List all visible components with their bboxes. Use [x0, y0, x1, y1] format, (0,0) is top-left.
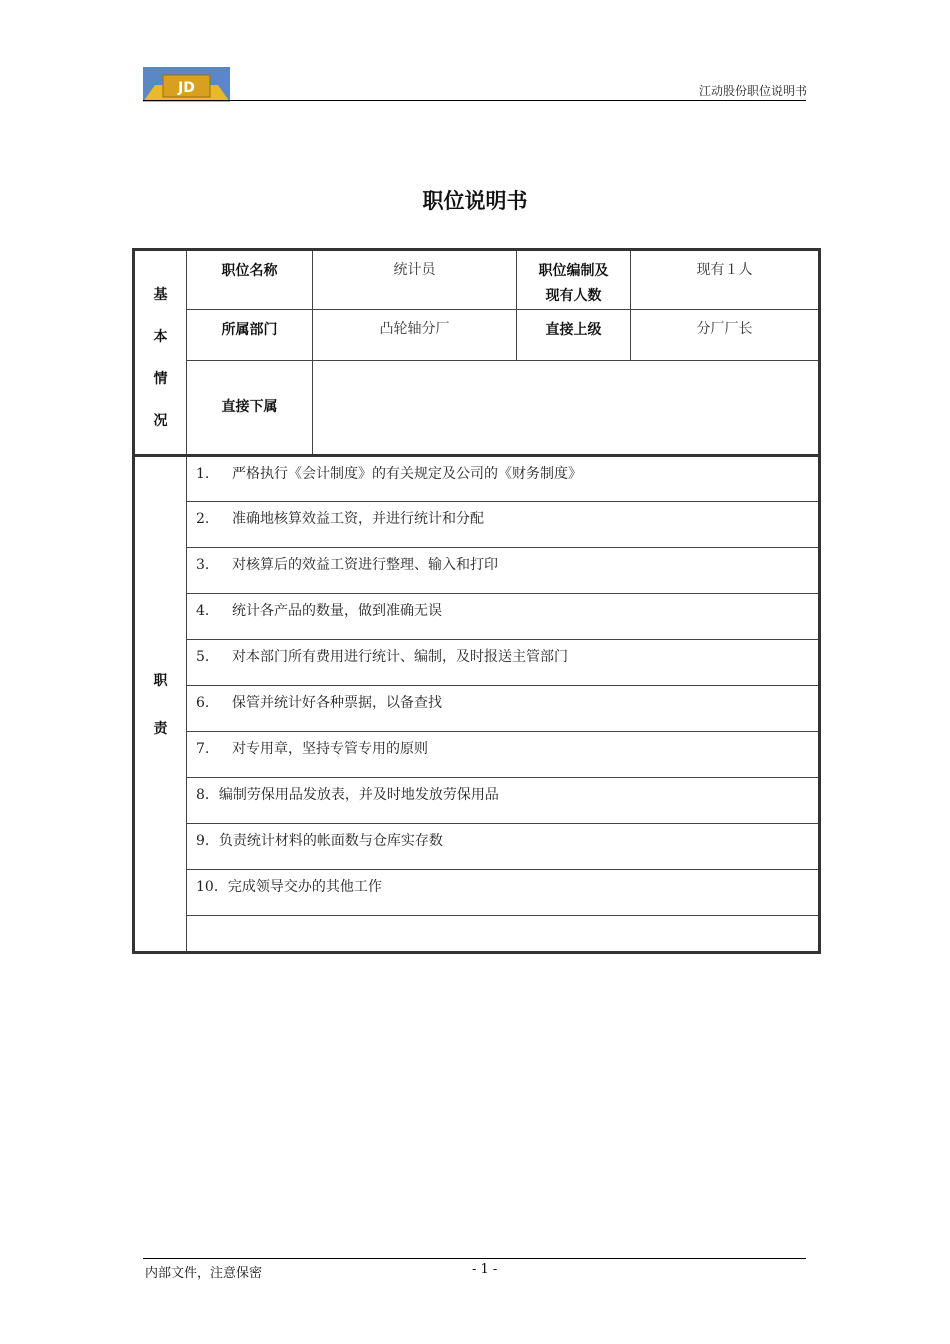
duty-row [134, 732, 820, 778]
duty-item-3: 3. 对核算后的效益工资进行整理、输入和打印 [187, 548, 820, 594]
footer-confidential-note: 内部文件，注意保密 [145, 1266, 263, 1281]
position-name-value: 统计员 [313, 250, 517, 310]
superior-value: 分厂厂长 [631, 310, 820, 361]
subordinate-label: 直接下属 [187, 361, 313, 456]
job-description-table [132, 248, 821, 954]
section-duties: 职 责 [134, 456, 187, 953]
duty-item-10: 10．完成领导交办的其他工作 [187, 870, 820, 916]
company-logo-icon [143, 67, 230, 102]
basic-row-1 [134, 250, 820, 310]
footer-page-number: - 1 - [472, 1262, 498, 1277]
duty-item-4: 4. 统计各产品的数量，做到准确无误 [187, 594, 820, 640]
duty-row [134, 502, 820, 548]
duty-row [134, 916, 820, 953]
header-rule [143, 100, 806, 101]
duty-item-6: 6. 保管并统计好各种票据，以备查找 [187, 686, 820, 732]
duty-row [134, 778, 820, 824]
headcount-value: 现有１人 [631, 250, 820, 310]
duty-item-9: 9．负责统计材料的帐面数与仓库实存数 [187, 824, 820, 870]
duty-item-empty [187, 916, 820, 953]
footer-rule [143, 1258, 806, 1259]
duty-item-1: 1. 严格执行《会计制度》的有关规定及公司的《财务制度》 [187, 456, 820, 502]
duty-row [134, 870, 820, 916]
header-doc-series: 江动股份职位说明书 [698, 84, 807, 98]
duty-row [134, 824, 820, 870]
basic-row-3 [134, 361, 820, 456]
duty-item-8: 8．编制劳保用品发放表，并及时地发放劳保用品 [187, 778, 820, 824]
duty-item-5: 5. 对本部门所有费用进行统计、编制，及时报送主管部门 [187, 640, 820, 686]
subordinate-value [313, 361, 820, 456]
superior-label: 直接上级 [517, 310, 631, 361]
section-basic-info: 基 本 情 况 [134, 250, 187, 456]
duty-item-7: 7. 对专用章，坚持专管专用的原则 [187, 732, 820, 778]
duty-row [134, 686, 820, 732]
duty-row [134, 594, 820, 640]
page-title: 职位说明书 [422, 189, 528, 213]
dept-value: 凸轮轴分厂 [313, 310, 517, 361]
duty-row [134, 640, 820, 686]
dept-label: 所属部门 [187, 310, 313, 361]
duty-row [134, 548, 820, 594]
duty-row [134, 456, 820, 502]
svg-text:JD: JD [178, 80, 195, 96]
basic-row-2 [134, 310, 820, 361]
position-name-label: 职位名称 [187, 250, 313, 310]
headcount-label: 职位编制及 现有人数 [517, 250, 631, 310]
duty-item-2: 2. 准确地核算效益工资，并进行统计和分配 [187, 502, 820, 548]
